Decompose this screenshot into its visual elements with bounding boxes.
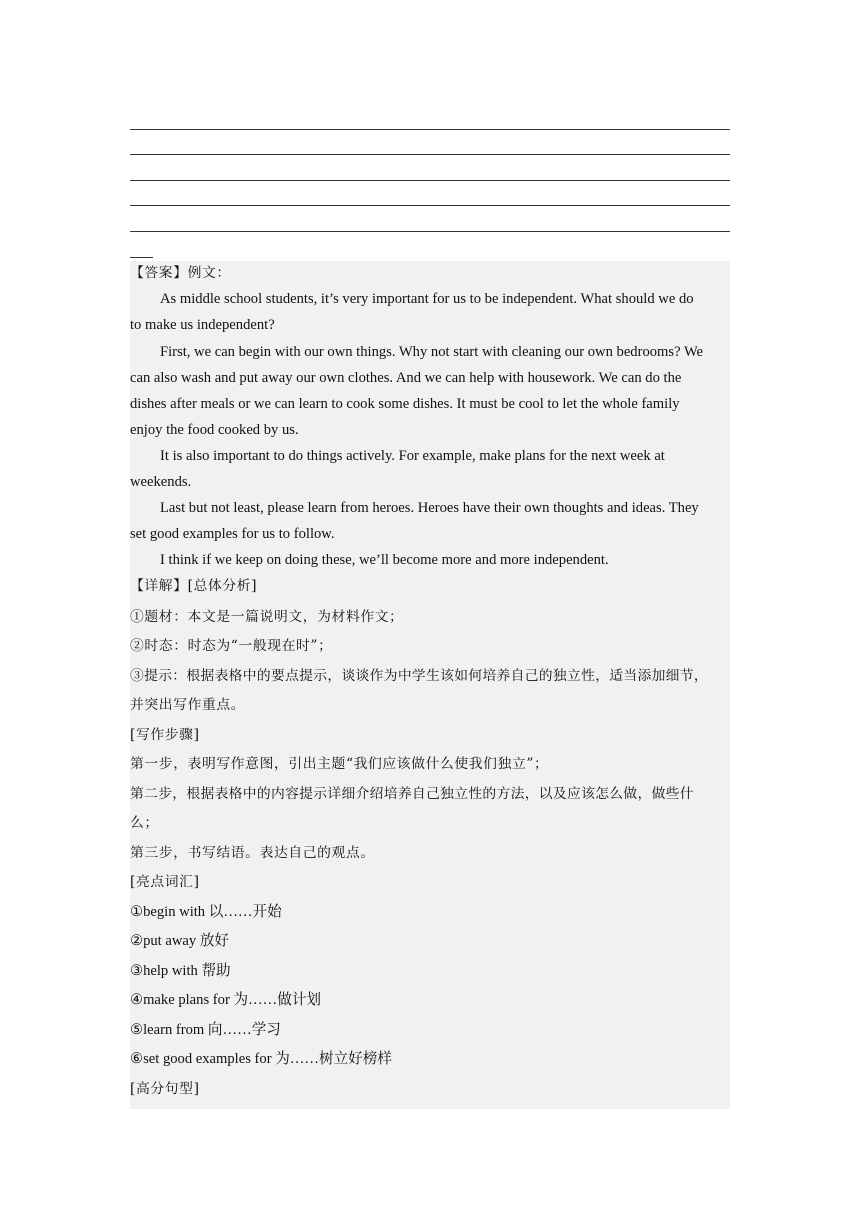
answer-heading-text: 例文：	[187, 265, 231, 281]
vocab-item: ①begin with 以……开始	[130, 904, 282, 920]
analysis-item: 并突出写作重点。	[130, 697, 246, 713]
analysis-item: ②时态：时态为“一般现在时”；	[130, 638, 333, 654]
vocab-item: ⑥set good examples for 为……树立好榜样	[130, 1051, 392, 1067]
sentences-heading: [高分句型]	[130, 1081, 200, 1097]
essay-line: can also wash and put away our own clothes. And we can help with housework. We can do the	[130, 370, 682, 386]
writing-line	[130, 130, 730, 156]
vocab-item: ⑤learn from 向……学习	[130, 1022, 281, 1038]
essay-line: weekends.	[130, 474, 192, 490]
essay-line: I think if we keep on doing these, we’ll become more and more independent.	[160, 552, 609, 568]
step-item: 第三步，书写结语。表达自己的观点。	[130, 845, 375, 861]
writing-line	[130, 181, 730, 207]
answer-label: 答案	[144, 265, 174, 281]
essay-line: As middle school students, it’s very important for us to be independent. What should we do	[160, 291, 694, 307]
writing-line	[130, 104, 730, 130]
essay-line: First, we can begin with our own things. Why not start with cleaning our own bedrooms? We	[160, 344, 704, 360]
vocab-item: ③help with 帮助	[130, 963, 231, 979]
answer-section	[130, 261, 730, 1109]
bracket-open: 【	[130, 265, 145, 281]
writing-line-end	[130, 232, 153, 258]
essay-line: to make us independent?	[130, 317, 275, 333]
steps-heading: [写作步骤]	[130, 727, 200, 743]
vocab-heading: [亮点词汇]	[130, 874, 200, 890]
answer-writing-lines	[130, 104, 730, 258]
vocab-item: ④make plans for 为……做计划	[130, 992, 322, 1008]
step-item: 第二步，根据表格中的内容提示详细介绍培养自己独立性的方法，以及应该怎么做，做些什	[130, 786, 694, 802]
step-item: 么；	[130, 815, 159, 831]
vocab-item: ②put away 放好	[130, 933, 230, 949]
analysis-item: ①题材：本文是一篇说明文，为材料作文；	[130, 609, 404, 625]
answer-heading	[130, 264, 231, 282]
step-item: 第一步，表明写作意图，引出主题“我们应该做什么使我们独立”；	[130, 756, 549, 772]
detail-heading: 【详解】[总体分析]	[130, 578, 258, 594]
essay-line: enjoy the food cooked by us.	[130, 422, 299, 438]
writing-line	[130, 206, 730, 232]
essay-line: dishes after meals or we can learn to cook some dishes. It must be cool to let the whole family	[130, 396, 680, 412]
bracket-close: 】	[173, 265, 188, 281]
writing-line	[130, 155, 730, 181]
essay-line: Last but not least, please learn from heroes. Heroes have their own thoughts and ideas. They	[160, 500, 699, 516]
essay-line: It is also important to do things actively. For example, make plans for the next week at	[160, 448, 665, 464]
analysis-item: ③提示：根据表格中的要点提示，谈谈作为中学生该如何培养自己的独立性，适当添加细节，	[130, 668, 708, 684]
essay-line: set good examples for us to follow.	[130, 526, 335, 542]
